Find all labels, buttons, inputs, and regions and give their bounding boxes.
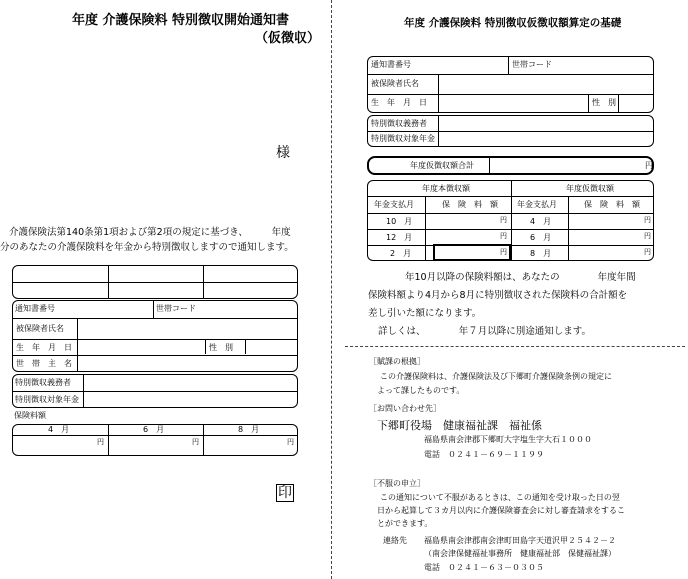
main-month-oct: 10 月 — [386, 217, 413, 226]
para-line4: 詳しくは、 年７月以降に別途通知します。 — [378, 326, 591, 337]
right-notice-number-label: 通知書番号 — [371, 60, 411, 69]
left-insured-name-label: 被保険者氏名 — [16, 324, 64, 333]
prov-payment-month-label: 年金支払月 — [517, 200, 557, 209]
office-phone: 電話 ０２４１－６９－１１９９ — [424, 450, 544, 459]
main-premium-amount-label: 保 険 料 額 — [442, 200, 498, 209]
right-obligor-box — [367, 115, 654, 147]
main-yen-dec: 円 — [500, 232, 507, 240]
appeal-line2: 日から起算して３カ月以内に介護保険審査会に対し審査請求をするこ — [377, 506, 625, 515]
main-collection-header: 年度本徴収額 — [422, 184, 470, 193]
left-premium-label: 保険料額 — [14, 411, 46, 420]
office-name: 下郷町役場 健康福祉課 福祉係 — [377, 419, 542, 432]
basis-line1: この介護保険料は、介護保険法及び下郷町介護保険条例の規定に — [380, 372, 612, 381]
para-line1: 年10月以降の保険料額は、あなたの 年度年間 — [405, 272, 636, 283]
left-household-head-label: 世 帯 主 名 — [16, 359, 72, 368]
left-premium-table — [12, 424, 298, 456]
right-gender-label: 性 別 — [592, 98, 616, 107]
prov-yen-aug: 円 — [644, 248, 651, 256]
left-pension-label: 特別徴収対象年金 — [15, 395, 79, 404]
inquiry-heading: ［お問い合わせ先］ — [369, 404, 441, 413]
appeal-line1: この通知について不服があるときは、この通知を受け取った日の翌 — [380, 493, 620, 502]
left-title: 年度 介護保険料 特別徴収開始通知書 — [72, 13, 290, 28]
right-insured-name-label: 被保険者氏名 — [371, 79, 419, 88]
basis-heading: ［賦課の根拠］ — [369, 357, 425, 366]
left-month-aug: 8 月 — [238, 425, 260, 434]
provisional-total-box — [367, 156, 654, 175]
provisional-total-label: 年度仮徴収額合計 — [410, 161, 474, 170]
left-gender-label: 性 別 — [209, 343, 233, 352]
intro-text-line2: 分のあなたの介護保険料を年金から特別徴収しますので通知します。 — [0, 242, 294, 253]
contact-org: （南会津保健福祉事務所 健康福祉部 保健福祉課） — [424, 549, 616, 558]
left-yen-jun: 円 — [192, 438, 199, 446]
appeal-heading: ［不服の申立］ — [369, 479, 425, 488]
prov-premium-amount-label: 保 険 料 額 — [584, 200, 640, 209]
appeal-line3: とができます。 — [377, 519, 433, 528]
provisional-collection-header: 年度仮徴収額 — [566, 184, 614, 193]
left-month-apr: 4 月 — [48, 425, 70, 434]
main-payment-month-label: 年金支払月 — [374, 200, 414, 209]
prov-yen-apr: 円 — [644, 216, 651, 224]
right-birthdate-label: 生 年 月 日 — [371, 98, 427, 107]
left-notice-number-label: 通知書番号 — [15, 304, 55, 313]
left-yen-aug: 円 — [287, 438, 294, 446]
main-month-dec: 12 月 — [386, 233, 413, 242]
right-basis-page — [340, 0, 688, 579]
feb-highlight-cell — [433, 244, 511, 261]
basis-line2: よって課したものです。 — [377, 386, 465, 395]
right-obligor-label: 特別徴収義務者 — [371, 119, 427, 128]
para-line3: 差し引いた額になります。 — [368, 308, 482, 319]
left-household-code-label: 世帯コード — [156, 304, 196, 313]
right-info-box — [367, 56, 654, 113]
left-yen-apr: 円 — [97, 438, 104, 446]
contact-phone: 電話 ０２４１－６３－０３０５ — [424, 563, 544, 572]
left-month-jun: 6 月 — [143, 425, 165, 434]
main-month-feb: 2 月 — [390, 249, 412, 258]
right-pension-label: 特別徴収対象年金 — [371, 134, 435, 143]
contact-address: 福島県南会津郡南会津町田島字天道沢甲２５４２－２ — [424, 536, 616, 545]
prov-month-apr: 4 月 — [530, 217, 552, 226]
main-yen-oct: 円 — [500, 216, 507, 224]
para-line2: 保険料額より4月から8月に特別徴収された保険料の合計額を — [368, 290, 628, 301]
left-info-box — [12, 300, 298, 372]
main-yen-feb: 円 — [500, 248, 507, 256]
prov-yen-jun: 円 — [644, 232, 651, 240]
left-obligor-box — [12, 374, 298, 408]
left-title-subtitle: （仮徴収） — [255, 31, 321, 46]
left-notice-page — [0, 0, 340, 579]
address-box — [12, 265, 298, 299]
contact-label: 連絡先 — [383, 536, 407, 545]
seal-stamp — [276, 484, 294, 502]
intro-text-line1: 介護保険法第140条第1項および第2項の規定に基づき、 年度 — [9, 227, 291, 238]
left-birthdate-label: 生 年 月 日 — [16, 343, 72, 352]
seal-char: 印 — [278, 485, 292, 501]
right-household-code-label: 世帯コード — [512, 60, 552, 69]
fold-line — [331, 0, 332, 579]
sama-honorific: 様 — [276, 145, 290, 161]
office-address: 福島県南会津郡下郷町大字塩生字大石１０００ — [424, 435, 592, 444]
provisional-total-yen: 円 — [645, 161, 653, 170]
left-obligor-label: 特別徴収義務者 — [15, 378, 71, 387]
section-separator — [345, 346, 685, 347]
prov-month-jun: 6 月 — [530, 233, 552, 242]
prov-month-aug: 8 月 — [530, 249, 552, 258]
right-title: 年度 介護保険料 特別徴収仮徴収額算定の基礎 — [404, 17, 622, 29]
